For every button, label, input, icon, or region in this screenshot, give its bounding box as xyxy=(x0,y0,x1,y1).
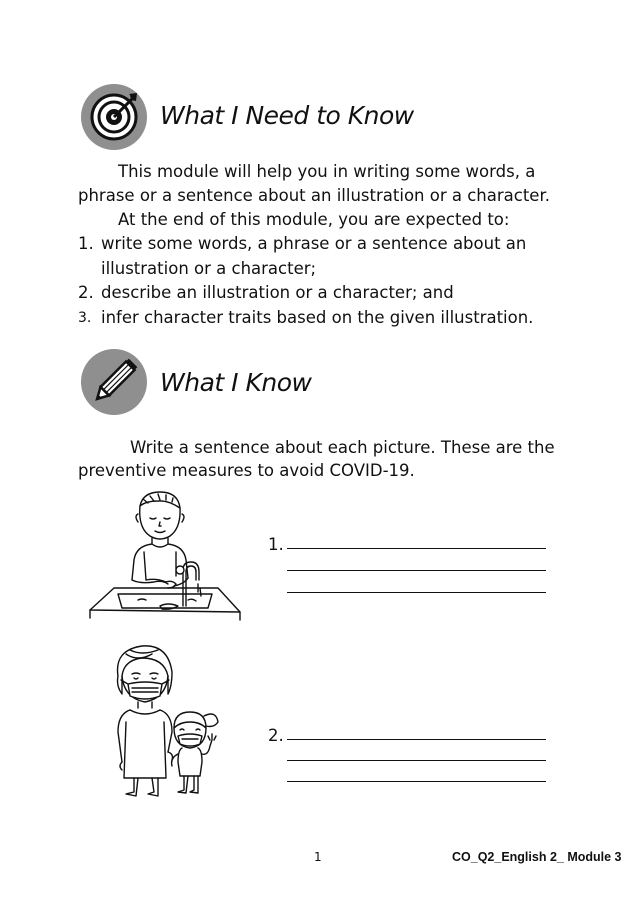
intro-line-1: This module will help you in writing some words, a xyxy=(118,162,536,181)
item-1-answer-line-3[interactable] xyxy=(287,592,546,593)
item-2-answer-line-3[interactable] xyxy=(287,781,546,782)
instruction-line-1: Write a sentence about each picture. These are the xyxy=(130,438,555,457)
objectives-intro: At the end of this module, you are expected to: xyxy=(118,210,510,229)
item-1-number: 1. xyxy=(268,535,284,554)
objective-2-line-1: describe an illustration or a character; and xyxy=(101,283,454,302)
boy-washing-hands-illustration xyxy=(88,488,243,623)
section-title-what-i-know: What I Know xyxy=(160,368,312,397)
section-title-need-to-know: What I Need to Know xyxy=(160,101,414,130)
objective-3-line-1: infer character traits based on the given illustration. xyxy=(101,308,534,327)
item-2-answer-line-2[interactable] xyxy=(287,760,546,761)
instruction-line-2: preventive measures to avoid COVID-19. xyxy=(78,461,415,480)
intro-line-2: phrase or a sentence about an illustration or a character. xyxy=(78,186,550,205)
pencil-icon xyxy=(81,349,147,415)
objective-1-number: 1. xyxy=(78,234,94,253)
mother-and-child-wearing-masks-illustration xyxy=(108,642,233,802)
module-code: CO_Q2_English 2_ Module 3 xyxy=(452,850,622,864)
item-2-number: 2. xyxy=(268,726,284,745)
objective-1-line-2: illustration or a character; xyxy=(101,259,317,278)
item-2-answer-line-1[interactable] xyxy=(287,739,546,740)
objective-2-number: 2. xyxy=(78,283,94,302)
item-1-answer-line-2[interactable] xyxy=(287,570,546,571)
page-number: 1 xyxy=(314,850,322,864)
objective-3-number: 3. xyxy=(78,310,92,326)
objective-1-line-1: write some words, a phrase or a sentence about an xyxy=(101,234,527,253)
item-1-answer-line-1[interactable] xyxy=(287,548,546,549)
target-icon xyxy=(81,84,147,150)
